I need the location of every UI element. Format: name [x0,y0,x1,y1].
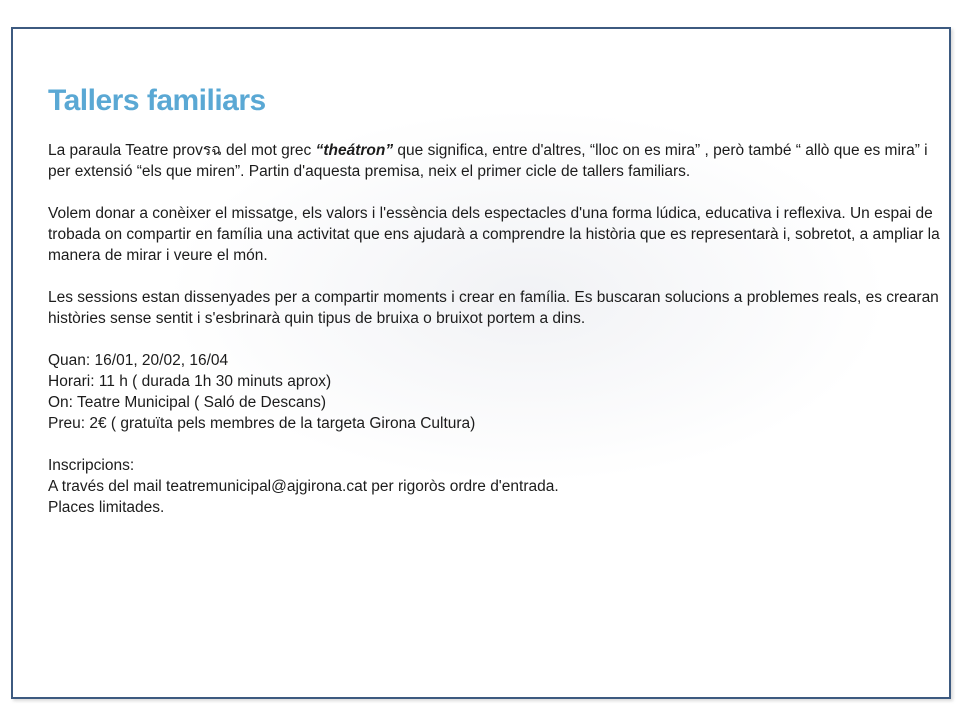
intro-text-start: La paraula Teatre provรฉ del mot grec [48,142,316,159]
inscripcions-limit: Places limitades. [48,499,165,516]
inscripcions-heading: Inscripcions: [48,457,135,474]
intro-paragraph [48,140,948,182]
detail-on: On: Teatre Municipal ( Saló de Descans) [48,394,326,411]
theatron-word: “theátron” [315,142,394,159]
detail-horari: Horari: 11 h ( durada 1h 30 minuts aprox) [48,373,332,390]
inscripcions-mail: A través del mail teatremunicipal@ajgirona.cat per rigoròs ordre d'entrada. [48,478,559,495]
intro-text-end: que significa, entre d'altres, “lloc on es mira” , però també “ allò que es mira” i per extensió “els que miren”. Partin d'aquesta premisa, neix el primer cicle de tallers familiars. [48,142,928,180]
detail-preu: Preu: 2€ ( gratuïta pels membres de la targeta Girona Cultura) [48,415,476,432]
page-title: Tallers familiars [48,84,266,117]
sessions-paragraph: Les sessions estan dissenyades per a compartir moments i crear en família. Es buscaran solucions a problemes reals, es crearan històries sense sentit i s'esbrinarà quin tipus de bruixa o bruixot portem a dins. [48,289,939,327]
body-text [48,140,948,518]
goals-paragraph: Volem donar a conèixer el missatge, els valors i l'essència dels espectacles d'una forma lúdica, educativa i reflexiva. Un espai de trobada on compartir en família una activitat que ens ajudarà a comprendre la història que es representarà i, sobretot, a ampliar la manera de mirar i veure el món. [48,205,940,264]
detail-quan: Quan: 16/01, 20/02, 16/04 [48,352,229,369]
